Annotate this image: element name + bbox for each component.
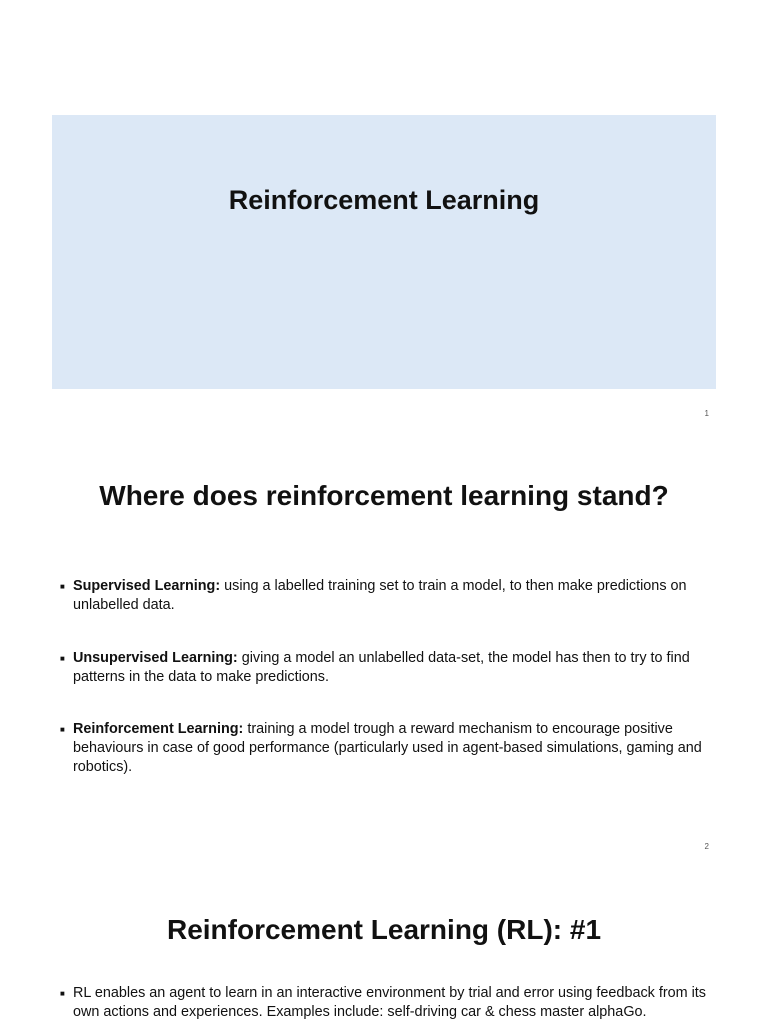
bullet-term: Reinforcement Learning: bbox=[73, 721, 244, 737]
slide-2-title: Where does reinforcement learning stand? bbox=[99, 480, 669, 511]
bullet-supervised-learning bbox=[60, 577, 723, 615]
slide-3-title: Reinforcement Learning (RL): #1 bbox=[166, 914, 602, 945]
bullet-square-icon: ■ bbox=[60, 654, 65, 663]
bullet-text: using a labelled training set to train a model, to then make predictions on unlabelled data. bbox=[73, 578, 687, 613]
bullet-reinforcement-learning bbox=[60, 720, 723, 777]
bullet-text: training a model trough a reward mechanism to encourage positive behaviours in case of good performance (particularly used in agent-based simulations, gaming and robotics). bbox=[73, 721, 702, 775]
bullet-text: RL enables an agent to learn in an interactive environment by trial and error using feedback from its own actions and experiences. Examples include: self-driving car & chess master alphaGo. bbox=[73, 985, 707, 1020]
bullet-square-icon: ■ bbox=[60, 989, 65, 998]
bullet-unsupervised-learning bbox=[60, 649, 723, 687]
slide-2-page-number: 2 bbox=[704, 842, 709, 851]
bullet-square-icon: ■ bbox=[60, 582, 65, 591]
bullet-term: Supervised Learning: bbox=[73, 578, 221, 594]
bullet-square-icon: ■ bbox=[60, 725, 65, 734]
slide-1-title: Reinforcement Learning bbox=[228, 185, 540, 215]
bullet-term: Unsupervised Learning: bbox=[73, 650, 238, 666]
bullet-text: giving a model an unlabelled data-set, the model has then to try to find patterns in the data to make predictions. bbox=[73, 650, 690, 685]
title-slide-background bbox=[52, 115, 716, 389]
slide-1-page-number: 1 bbox=[704, 409, 709, 418]
bullet-rl-definition bbox=[60, 984, 718, 1022]
